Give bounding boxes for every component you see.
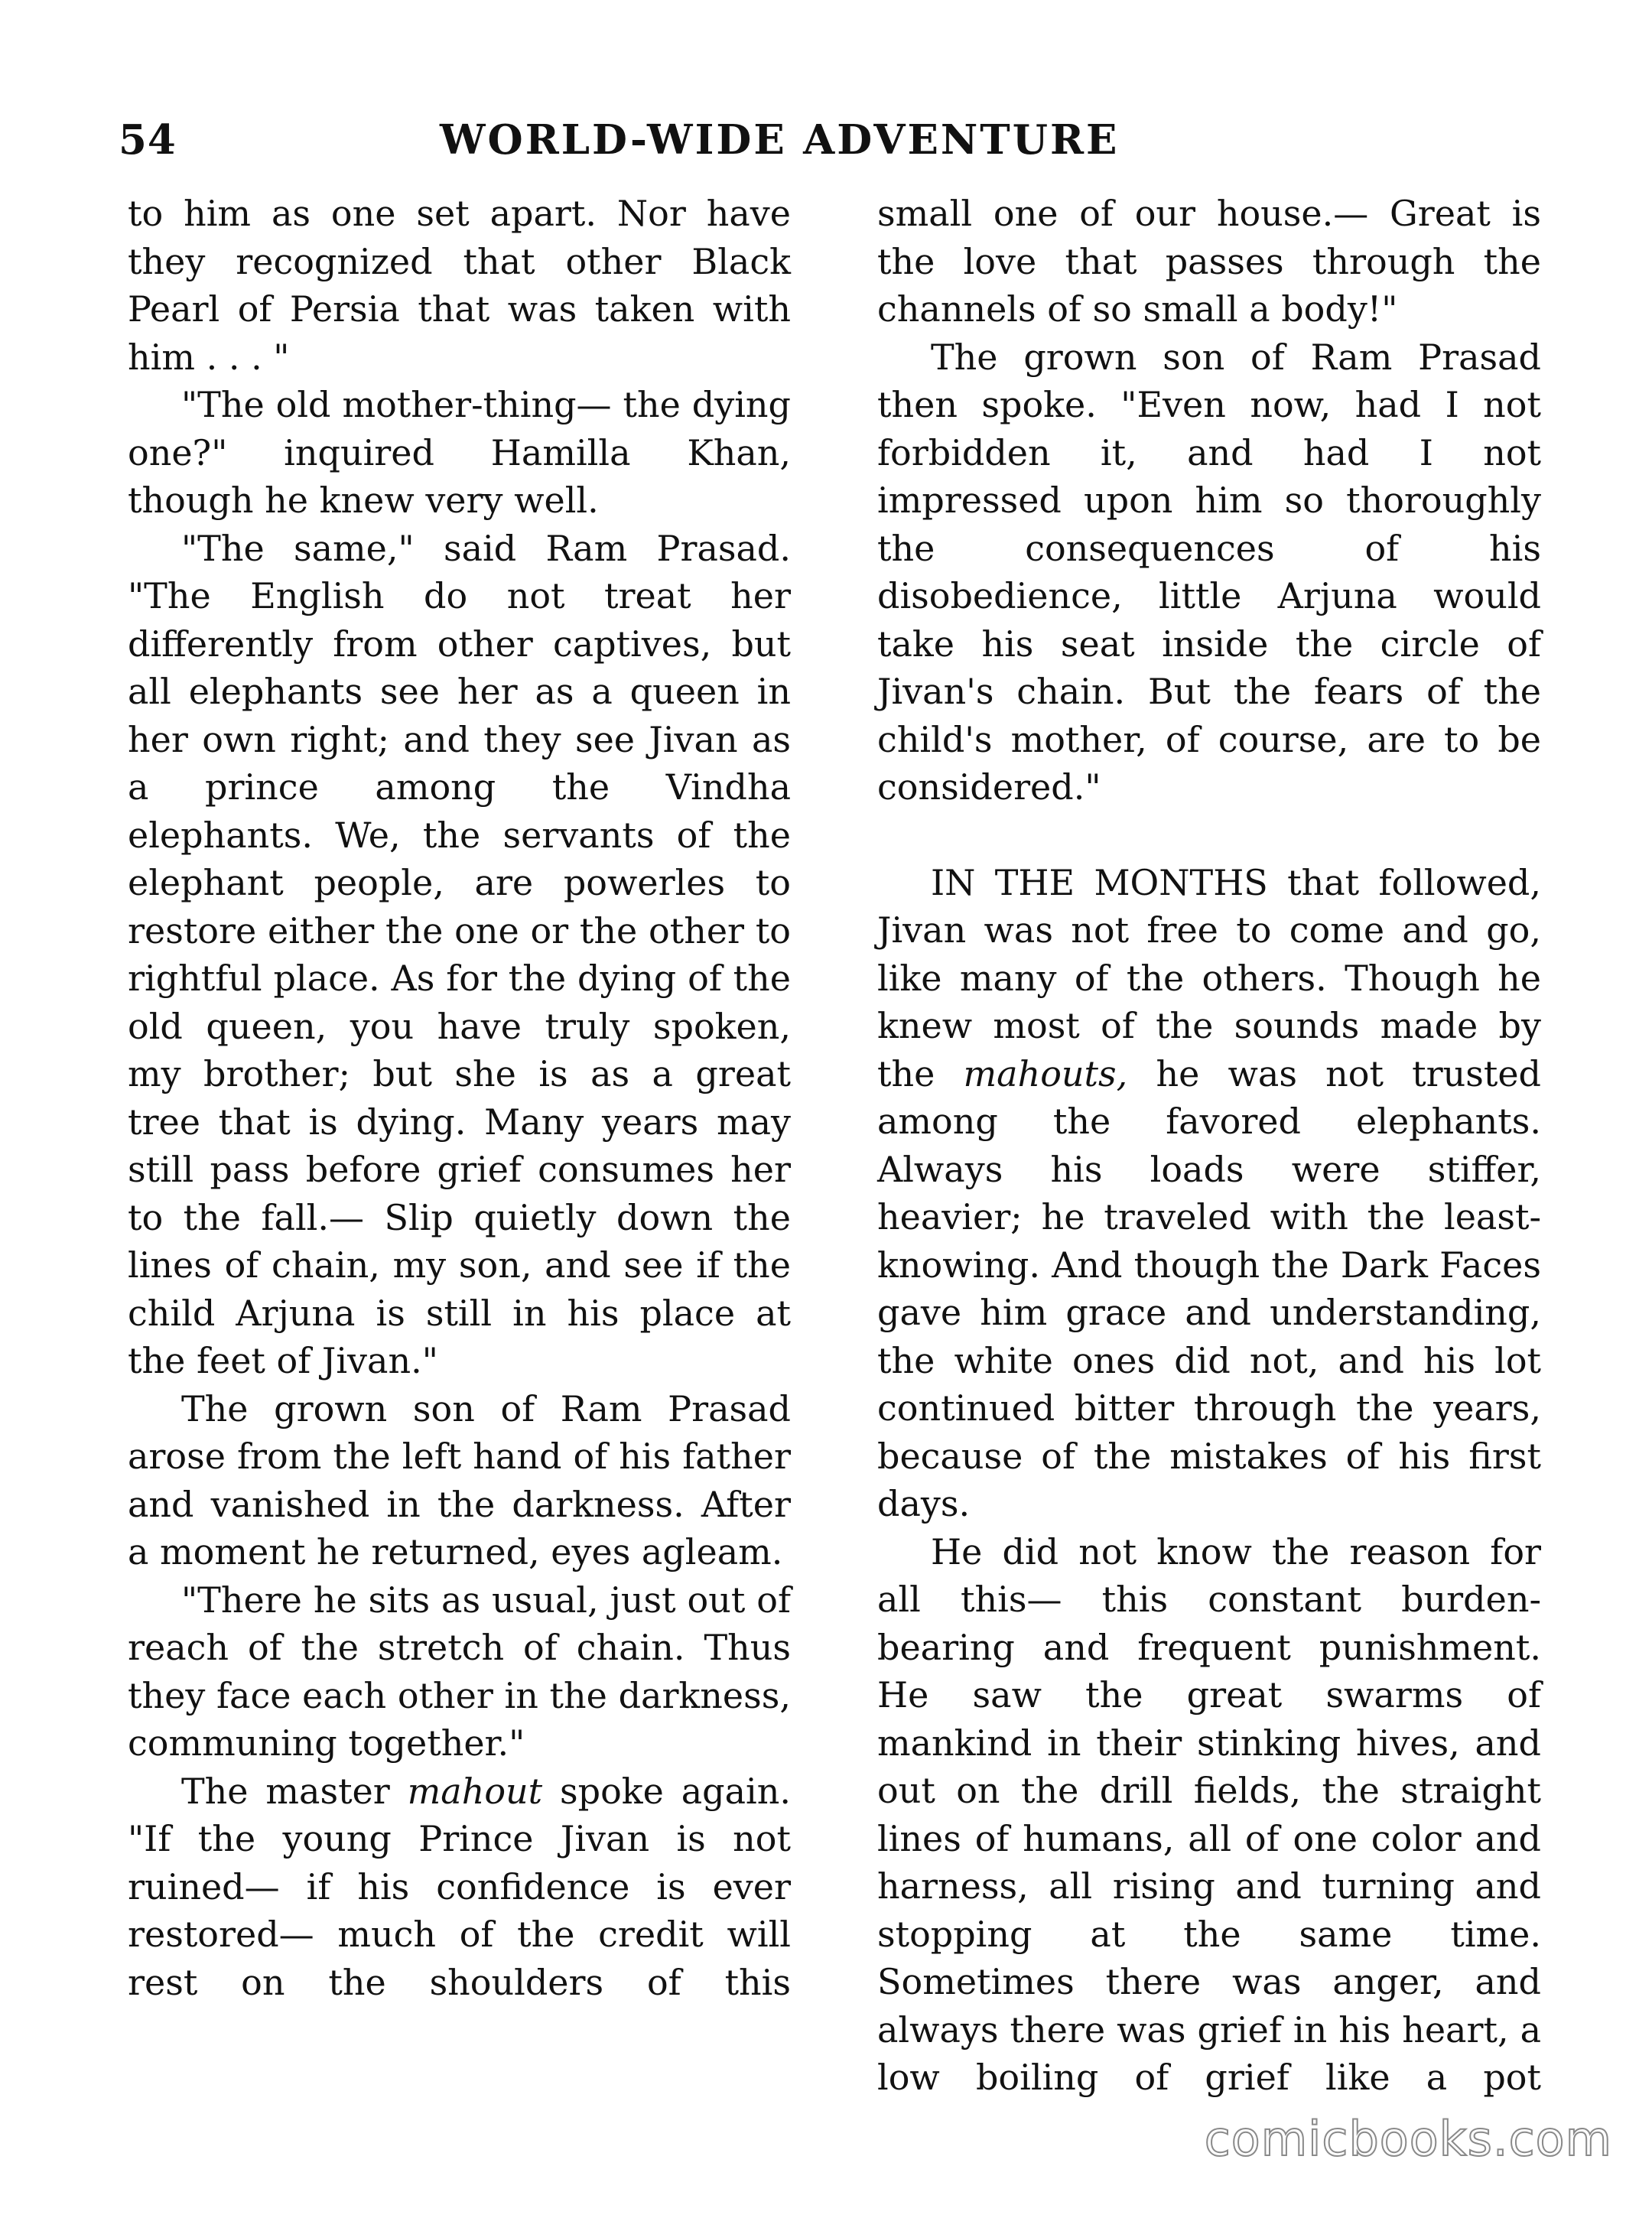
page-number: 54 xyxy=(119,116,177,164)
italic-word: mahout xyxy=(407,1770,543,1812)
paragraph: to him as one set apart. Nor have they recognized that other Black Pearl of Persia that was taken with him . . . " xyxy=(128,193,791,378)
paragraph: "The old mother-thing— the dying one?" inquired Hamilla Khan, though he knew very well. xyxy=(128,384,791,521)
paragraph: The grown son of Ram Prasad arose from the left hand of his father and vanished in the darkness. After a moment he returned, eyes agleam. xyxy=(128,1387,791,1572)
paragraph: The grown son of Ram Prasad then spoke. "Even now, had I not forbidden it, and had I not impressed upon him so thoroughly the consequences of his disobedience, little Arjuna would take his seat inside the circle of Jivan's chain. But the fears of the child's mother, of course, are to be considered." xyxy=(877,336,1541,808)
section-paragraph xyxy=(877,859,1541,1528)
text-run: spoke again. "If the young Prince Jivan is not ruined— if his confidence is ever restored— much of the credit will rest on the shoulders of this xyxy=(128,1770,792,2003)
paragraph: He did not know the reason for all this— this constant burden-bearing and frequent punishment. He saw the great swarms of mankind in their stinking hives, and out on the drill fields, the straight lines of humans, all of one color and harness, all rising and turning and stopping at the same time. Sometimes there was anger, and always there was grief in his heart, a low boiling of grief like a pot xyxy=(877,1530,1541,2098)
paragraph: "The same," said Ram Prasad. "The English do not treat her differently from other captives, but all elephants see her as a queen in her own right; and they see Jivan as a prince among the Vindha elephants. We, the servants of the elephant people, are powerles to restore either the one or the other to rightful place. As for the dying of the old queen, you have truly spoken, my brother; but she is as a great tree that is dying. Many years may still pass before grief consumes her to the fall.— Slip quietly down the lines of chain, my son, and see if the child Arjuna is still in his place at the feet of Jivan." xyxy=(128,527,791,1381)
paragraph: small one of our house.— Great is the love that passes through the channels of so small a body!" xyxy=(877,193,1541,330)
right-column xyxy=(877,190,1541,2102)
watermark: comicbooks.com xyxy=(1204,2111,1612,2167)
italic-word: mahouts, xyxy=(963,1052,1128,1094)
text-run: he was not trusted among the favored elephants. Always his loads were stiffer, heavier; he traveled with the least-knowing. And though the Dark Faces gave him grace and understanding, the white ones did not, and his lot continued bitter through the years, because of the mistakes of his first days. xyxy=(877,1052,1541,1524)
left-column xyxy=(128,190,791,2006)
text-run: The master xyxy=(181,1770,408,1812)
paragraph xyxy=(128,1768,791,2007)
page-header xyxy=(119,116,1556,177)
running-title: WORLD-WIDE ADVENTURE xyxy=(440,116,1120,164)
text-run: IN THE MONTHS that followed, Jivan was not free to come and go, like many of the others. Though he knew most of the sounds made by the xyxy=(877,861,1541,1094)
paragraph: "There he sits as usual, just out of reach of the stretch of chain. Thus they face each other in the darkness, communing together." xyxy=(128,1579,791,1764)
